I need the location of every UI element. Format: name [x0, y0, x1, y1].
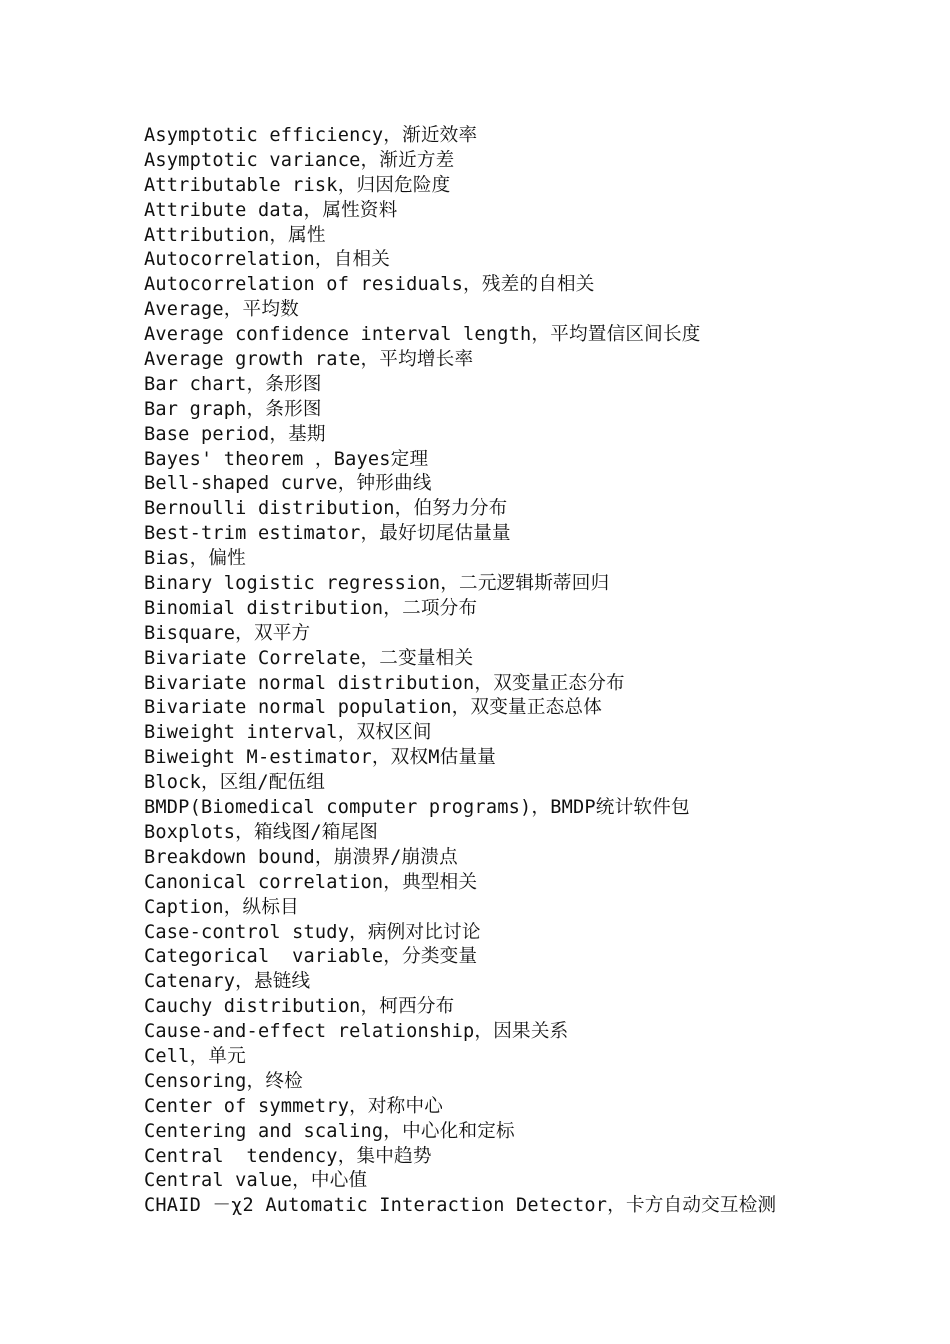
glossary-entry: Average confidence interval length，平均置信区间长度 — [144, 324, 701, 346]
glossary-entry: Categorical variable，分类变量 — [144, 946, 478, 968]
glossary-entry: Central tendency，集中趋势 — [144, 1145, 432, 1167]
glossary-entry: Bar graph，条形图 — [144, 398, 322, 420]
glossary-entry: Centering and scaling，中心化和定标 — [144, 1120, 515, 1142]
glossary-entry: Binary logistic regression，二元逻辑斯蒂回归 — [144, 573, 610, 595]
glossary-entry: Block，区组/配伍组 — [144, 772, 326, 794]
glossary-entry: CHAID －χ2 Automatic Interaction Detector，卡方自动交互检测 — [144, 1195, 777, 1217]
glossary-entry: Bivariate normal distribution，双变量正态分布 — [144, 672, 625, 694]
glossary-entry: Bayes' theorem ，Bayes定理 — [144, 448, 429, 470]
glossary-entry: Center of symmetry，对称中心 — [144, 1095, 444, 1117]
glossary-entry: Attributable risk，归因危险度 — [144, 174, 451, 196]
glossary-entry: Case-control study，病例对比讨论 — [144, 921, 481, 943]
glossary-entry: Breakdown bound，崩溃界/崩溃点 — [144, 846, 458, 868]
glossary-entry: Cell，单元 — [144, 1045, 246, 1067]
glossary-list — [144, 124, 924, 1219]
glossary-entry: Base period，基期 — [144, 423, 326, 445]
glossary-entry: Binomial distribution，二项分布 — [144, 597, 478, 619]
glossary-entry: Canonical correlation，典型相关 — [144, 871, 478, 893]
glossary-entry: Asymptotic variance，渐近方差 — [144, 149, 455, 171]
glossary-entry: Autocorrelation of residuals，残差的自相关 — [144, 274, 595, 296]
glossary-entry: Average，平均数 — [144, 299, 299, 321]
glossary-entry: Asymptotic efficiency，渐近效率 — [144, 125, 478, 146]
glossary-entry: Caption，纵标目 — [144, 896, 299, 918]
glossary-entry: Bell-shaped curve，钟形曲线 — [144, 473, 432, 495]
glossary-entry: Biweight M-estimator，双权M估量量 — [144, 747, 497, 769]
glossary-entry: Attribute data，属性资料 — [144, 199, 398, 221]
glossary-entry: Cauchy distribution，柯西分布 — [144, 996, 455, 1018]
glossary-entry: Biweight interval，双权区间 — [144, 722, 432, 744]
glossary-entry: Attribution，属性 — [144, 224, 326, 246]
glossary-entry: Bisquare，双平方 — [144, 622, 311, 644]
glossary-entry: BMDP(Biomedical computer programs)，BMDP统计软件包 — [144, 797, 690, 819]
glossary-entry: Bias，偏性 — [144, 548, 246, 570]
glossary-entry: Censoring，终检 — [144, 1070, 303, 1092]
glossary-entry: Boxplots，箱线图/箱尾图 — [144, 821, 379, 843]
glossary-entry: Bivariate normal population，双变量正态总体 — [144, 697, 602, 719]
glossary-entry: Average growth rate，平均增长率 — [144, 349, 474, 371]
glossary-entry: Bernoulli distribution，伯努力分布 — [144, 498, 508, 520]
glossary-entry: Bivariate Correlate，二变量相关 — [144, 647, 474, 669]
glossary-entry: Catenary，悬链线 — [144, 971, 311, 993]
glossary-entry: Central value，中心值 — [144, 1170, 368, 1192]
glossary-entry: Bar chart，条形图 — [144, 373, 322, 395]
glossary-entry: Cause-and-effect relationship，因果关系 — [144, 1021, 569, 1043]
glossary-entry: Best-trim estimator，最好切尾估量量 — [144, 523, 511, 545]
glossary-entry: Autocorrelation，自相关 — [144, 249, 391, 271]
